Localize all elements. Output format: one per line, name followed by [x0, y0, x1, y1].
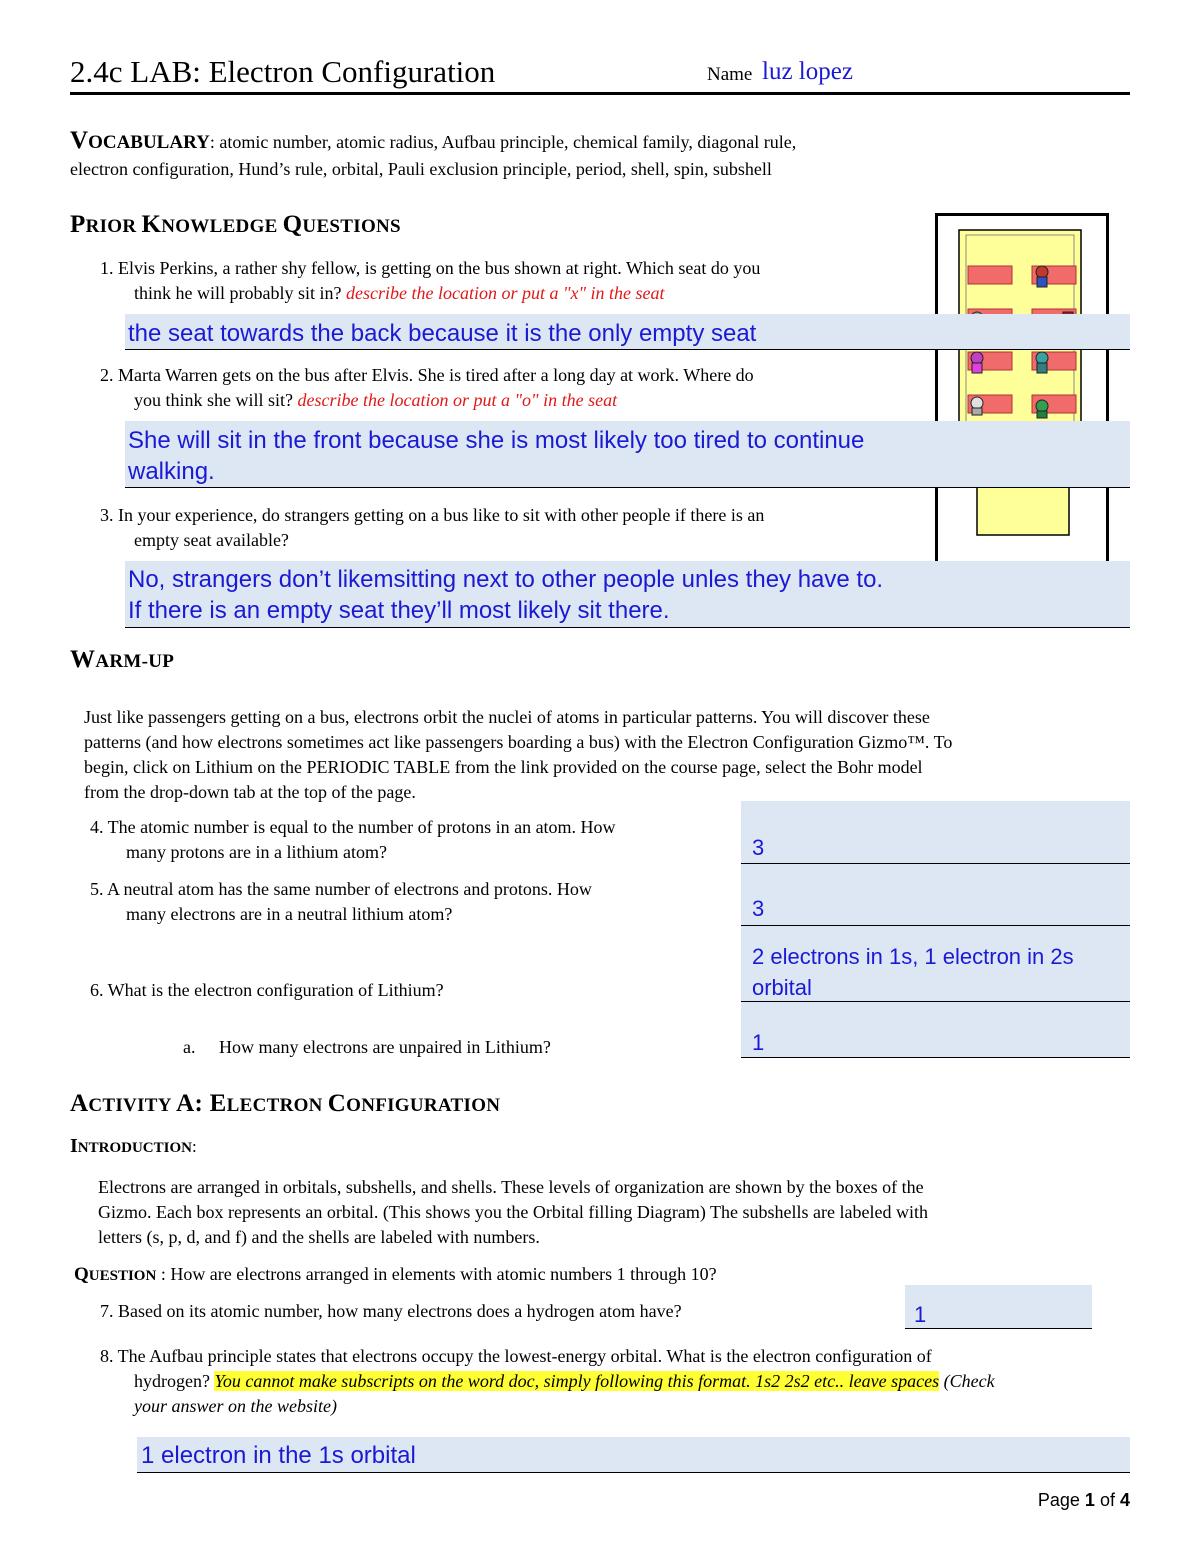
question-6a-letter: a. — [183, 1037, 196, 1057]
answer-3-line-1: No, strangers don’t likemsitting next to other people unles they have to. — [128, 566, 884, 593]
name-label: Name — [707, 64, 753, 85]
vocabulary-heading: OCABULARY — [88, 132, 210, 153]
question-6: 6. What is the electron configuration of Lithium? — [90, 980, 444, 1000]
answer-1-underline — [125, 349, 1130, 350]
question-8-line-1: 8. The Aufbau principle states that electrons occupy the lowest-energy orbital. What is the electron configuration of — [100, 1346, 932, 1366]
question-1-line-2: think he will probably sit in? describe the location or put a "x" in the seat — [134, 283, 665, 303]
question-8-highlight-note: You cannot make subscripts on the word doc, simply following this format. 1s2 2s2 etc.. leave spaces — [214, 1371, 940, 1391]
bus-diagram — [935, 213, 1109, 608]
passenger-left-row3 — [971, 352, 983, 373]
question-4-line-1: 4. The atomic number is equal to the number of protons in an atom. How — [90, 817, 616, 837]
question-2-hint: describe the location or put a "o" in the seat — [297, 390, 618, 410]
answer-3-line-2: If there is an empty seat they’ll most likely sit there. — [128, 597, 670, 624]
answer-6a-underline — [741, 1057, 1130, 1058]
question-8-line-2: hydrogen? You cannot make subscripts on the word doc, simply following this format. 1s2 2s2 etc.. leave spaces (Check — [134, 1371, 995, 1391]
question-1-line-1: 1. Elvis Perkins, a rather shy fellow, is getting on the bus shown at right. Which seat do you — [100, 258, 761, 278]
bus-front — [977, 485, 1069, 535]
question-3-line-1: 3. In your experience, do strangers getting on a bus like to sit with other people if there is an — [100, 505, 765, 525]
answer-4-text: 3 — [752, 835, 765, 860]
prior-knowledge-heading: PRIOR KNOWLEDGE QUESTIONS — [70, 211, 401, 238]
answer-5-text: 3 — [752, 896, 765, 921]
passenger-right-row3 — [1036, 352, 1048, 373]
name-field[interactable]: luz lopez — [762, 58, 853, 85]
activity-question: QUESTION : How are electrons arranged in elements with atomic numbers 1 through 10? — [74, 1264, 717, 1285]
question-3-line-2: empty seat available? — [134, 530, 289, 550]
answer-7-field[interactable] — [905, 1285, 1092, 1328]
header-rule — [70, 92, 1130, 95]
vocabulary-line-2: electron configuration, Hund’s rule, orbital, Pauli exclusion principle, period, shell, spin, subshell — [70, 159, 772, 179]
answer-2-underline — [125, 487, 1130, 488]
passenger-right-row4 — [1036, 400, 1048, 418]
question-5-line-1: 5. A neutral atom has the same number of electrons and protons. How — [90, 879, 592, 899]
question-2-line-1: 2. Marta Warren gets on the bus after Elvis. She is tired after a long day at work. Where do — [100, 365, 754, 385]
vocabulary-heading-initial: V — [70, 127, 89, 154]
answer-8-underline — [137, 1472, 1130, 1473]
answer-7-text: 1 — [914, 1302, 927, 1327]
question-7: 7. Based on its atomic number, how many electrons does a hydrogen atom have? — [100, 1301, 682, 1321]
question-4-line-2: many protons are in a lithium atom? — [126, 842, 387, 862]
question-1-hint: describe the location or put a "x" in the seat — [345, 283, 665, 303]
seat-left-row1 — [968, 266, 1012, 284]
introduction-heading: INTRODUCTION: — [70, 1135, 197, 1157]
introduction-paragraph: Electrons are arranged in orbitals, subshells, and shells. These levels of organization are shown by the boxes of the Gizmo. Each box represents an orbital. (This shows you the Orbital filling Diagram) The subshells are labeled with letters (s, p, d, and f) and the shells are labeled with numbers. — [98, 1177, 928, 1247]
question-6a: How many electrons are unpaired in Lithium? — [219, 1037, 551, 1057]
page-title: 2.4c LAB: Electron Configuration — [70, 54, 496, 89]
answer-4-field[interactable] — [741, 801, 1130, 863]
answer-8-text: 1 electron in the 1s orbital — [141, 1442, 416, 1469]
vocabulary-section — [70, 128, 1140, 155]
bus-seating-chart — [938, 216, 1106, 605]
answer-2-line-2: walking. — [128, 458, 215, 485]
question-2-line-2: you think she will sit? describe the location or put a "o" in the seat — [134, 390, 618, 410]
answer-6-line-1: 2 electrons in 1s, 1 electron in 2s — [752, 944, 1074, 969]
answer-3-underline — [125, 627, 1130, 628]
question-8-line-3: your answer on the website) — [134, 1396, 337, 1416]
page-number: Page 1 of 4 — [1037, 1490, 1130, 1510]
answer-2-line-1: She will sit in the front because she is most likely too tired to continue — [128, 427, 865, 454]
passenger-right-row1 — [1036, 266, 1048, 287]
answer-6a-text: 1 — [752, 1030, 765, 1055]
vocabulary-line-1: : atomic number, atomic radius, Aufbau principle, chemical family, diagonal rule, — [209, 132, 797, 152]
activity-a-heading: ACTIVITY A: ELECTRON CONFIGURATION — [70, 1090, 501, 1117]
passenger-left-row4 — [971, 397, 983, 415]
answer-6-line-2: orbital — [752, 975, 812, 1000]
warm-up-paragraph: Just like passengers getting on a bus, electrons orbit the nuclei of atoms in particular patterns. You will discover these patterns (and how electrons sometimes act like passengers boarding a bus) with the Electron Configuration Gizmo™. To begin, click on Lithium on the PERIODIC TABLE from the link provided on the course page, select the Bohr model from the drop-down tab at the top of the page. — [84, 707, 953, 802]
answer-1-text: the seat towards the back because it is the only empty seat — [128, 320, 757, 347]
answer-7-underline — [905, 1328, 1092, 1329]
answer-6a-field[interactable] — [741, 1002, 1130, 1057]
warm-up-heading: WARM-UP — [70, 646, 175, 673]
answer-5-field[interactable] — [741, 864, 1130, 925]
question-5-line-2: many electrons are in a neutral lithium atom? — [126, 904, 453, 924]
